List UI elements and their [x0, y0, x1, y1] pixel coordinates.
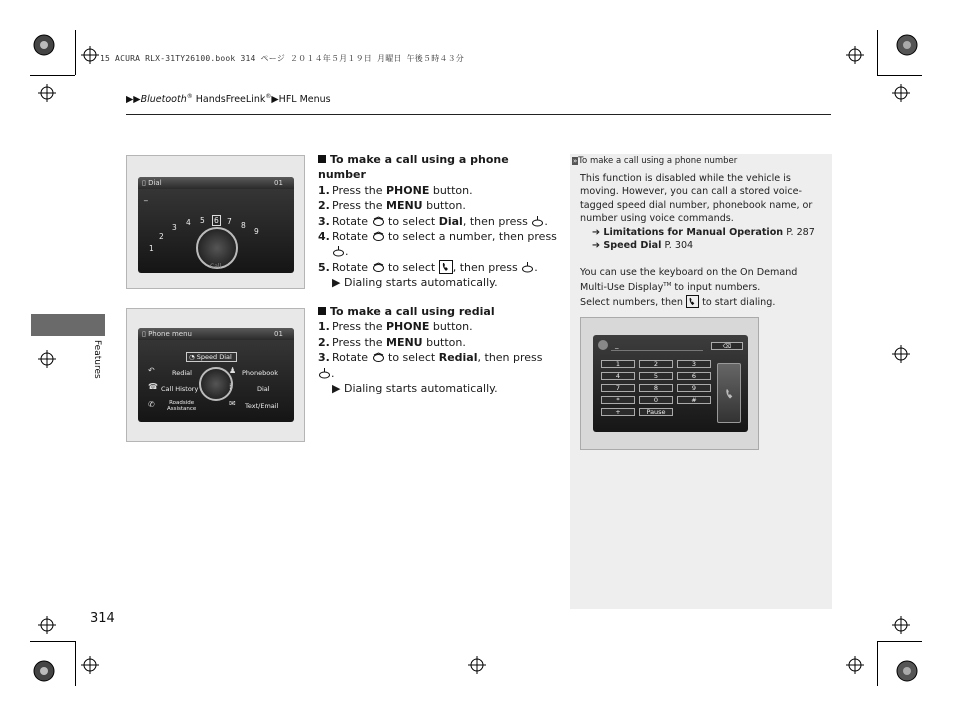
- registration-crosshair-icon: [38, 84, 56, 102]
- dial-keypad-icon: ⁞: [229, 382, 232, 391]
- dial-digit[interactable]: 7: [227, 217, 232, 226]
- reference-arrow-icon: ➔: [592, 240, 604, 252]
- step-result: ▶ Dialing starts automatically.: [332, 382, 498, 396]
- phone-icon: ▯: [142, 179, 149, 187]
- phone-menu-image: [126, 308, 305, 442]
- menu-speed-dial[interactable]: ◔ Speed Dial: [186, 352, 237, 362]
- keypad-key[interactable]: 0: [639, 396, 673, 404]
- backspace-button[interactable]: [711, 342, 743, 350]
- step: 1. Press the PHONE button.: [318, 320, 473, 334]
- registration-crosshair-icon: [81, 656, 99, 674]
- result-arrow-icon: ▶: [332, 276, 344, 290]
- interface-dial-rotate-icon: [372, 231, 385, 242]
- menu-call-history[interactable]: Call History: [161, 385, 199, 393]
- crop-mark: [30, 641, 75, 642]
- phone-menu-screen: [138, 328, 294, 422]
- interface-dial-rotate-icon: [372, 352, 385, 363]
- text-email-icon: ✉: [229, 399, 236, 408]
- step: 3. Rotate to select Redial, then press .: [318, 351, 543, 380]
- section-heading: To make a call using a phone number: [318, 153, 509, 182]
- interface-dial-press-icon: [531, 216, 544, 227]
- registered-mark: ®: [265, 93, 272, 100]
- registration-crosshair-icon: [38, 350, 56, 368]
- steps-phone-number: [318, 152, 558, 291]
- registration-sunburst-icon: [896, 660, 918, 682]
- breadcrumb-arrow: ▶: [271, 94, 279, 106]
- menu-dial[interactable]: Dial: [257, 385, 270, 393]
- section-heading: To make a call using redial: [318, 304, 558, 319]
- phone-handset-icon: [723, 387, 737, 401]
- chapter-label: Features: [92, 340, 102, 379]
- keypad-key[interactable]: 1: [601, 360, 635, 368]
- phone-icon: ▯: [142, 330, 149, 338]
- call-button-icon: [439, 260, 453, 274]
- step: 2. Press the MENU button.: [318, 199, 466, 213]
- call-label[interactable]: Call: [210, 263, 222, 270]
- phone-menu-status: 01: [274, 330, 283, 338]
- sidebar-paragraph: Select numbers, then to start dialing.: [580, 296, 776, 308]
- square-bullet-icon: [318, 307, 326, 315]
- registration-crosshair-icon: [892, 345, 910, 363]
- call-button[interactable]: [717, 363, 741, 423]
- keypad-key[interactable]: 9: [677, 384, 711, 392]
- steps-redial: [318, 304, 558, 396]
- registration-sunburst-icon: [33, 660, 55, 682]
- dial-digit[interactable]: 1: [149, 244, 154, 253]
- registration-sunburst-icon: [33, 34, 55, 56]
- keypad-screen-image: [580, 317, 759, 450]
- crop-mark: [877, 75, 922, 76]
- keypad-key[interactable]: 8: [639, 384, 673, 392]
- phone-icon: [598, 340, 608, 350]
- registered-mark: ®: [186, 93, 193, 100]
- print-header: 15 ACURA RLX-31TY26100.book 314 ページ ２０１４年５月１９日 月曜日 午後５時４３分: [100, 54, 465, 63]
- registration-crosshair-icon: [468, 656, 486, 674]
- number-entry-field: [611, 341, 703, 351]
- note-marker-icon: »: [573, 157, 578, 165]
- registration-crosshair-icon: [38, 616, 56, 634]
- keypad-key[interactable]: 4: [601, 372, 635, 380]
- keypad-key[interactable]: 5: [639, 372, 673, 380]
- step: 3. Rotate to select Dial, then press .: [318, 214, 548, 228]
- keypad-cursor: _: [615, 341, 619, 349]
- dial-digit[interactable]: 4: [186, 218, 191, 227]
- keypad-key[interactable]: *: [601, 396, 635, 404]
- interface-dial-press-icon: [318, 368, 331, 379]
- registration-crosshair-icon: [846, 46, 864, 64]
- sidebar-reference[interactable]: ➔ Limitations for Manual Operation P. 287: [592, 226, 815, 238]
- registration-crosshair-icon: [846, 656, 864, 674]
- menu-knob: [199, 367, 233, 401]
- interface-dial-rotate-icon: [372, 216, 385, 227]
- step: 1. Press the PHONE button.: [318, 183, 473, 197]
- keypad-key[interactable]: 2: [639, 360, 673, 368]
- dial-cursor: _: [144, 192, 148, 201]
- step: 2. Press the MENU button.: [318, 335, 466, 349]
- reference-arrow-icon: ➔: [592, 226, 604, 238]
- breadcrumb: [126, 93, 331, 105]
- dial-screen-image: [126, 155, 305, 289]
- breadcrumb-bluetooth[interactable]: Bluetooth: [140, 94, 187, 106]
- breadcrumb-handsfreelink[interactable]: HandsFreeLink: [192, 94, 266, 106]
- crop-mark: [75, 30, 76, 75]
- dial-digit[interactable]: 3: [172, 223, 177, 232]
- sidebar-body: [580, 172, 824, 309]
- crop-mark: [877, 30, 878, 75]
- registration-crosshair-icon: [892, 84, 910, 102]
- page-number: 314: [90, 611, 115, 626]
- breadcrumb-hfl-menus[interactable]: HFL Menus: [278, 94, 331, 106]
- speed-dial-icon: ◔: [189, 353, 197, 361]
- sidebar-reference[interactable]: ➔ Speed Dial P. 304: [592, 240, 694, 252]
- menu-text-email[interactable]: Text/Email: [245, 402, 279, 410]
- result-arrow-icon: ▶: [332, 382, 344, 396]
- keypad-key[interactable]: +: [601, 408, 635, 416]
- keypad-key[interactable]: 7: [601, 384, 635, 392]
- keypad-screen: [593, 335, 748, 432]
- step: 4. Rotate to select a number, then press: [318, 230, 557, 244]
- step-result: ▶ Dialing starts automatically.: [332, 276, 498, 290]
- header-rule: [126, 114, 831, 115]
- sidebar-title: »To make a call using a phone number: [573, 156, 738, 166]
- sidebar-paragraph: This function is disabled while the vehicle is moving. However, you can call a stored voice-tagged speed dial number, phonebook name, or number using voice commands.: [580, 173, 813, 225]
- sidebar-paragraph: You can use the keyboard on the On Demand Multi-Use Display™ to input numbers.: [580, 266, 798, 294]
- square-bullet-icon: [318, 155, 326, 163]
- dial-digit[interactable]: 8: [241, 221, 246, 230]
- dial-title: ▯ Dial: [142, 179, 162, 187]
- interface-dial-press-icon: [521, 262, 534, 273]
- breadcrumb-arrows: ▶▶: [126, 94, 141, 106]
- call-button-icon: [686, 295, 699, 308]
- crop-mark: [877, 641, 922, 642]
- phonebook-icon: ♟: [229, 366, 237, 375]
- crop-mark: [877, 641, 878, 686]
- phone-menu-title: ▯ Phone menu: [142, 330, 192, 338]
- crop-mark: [30, 75, 75, 76]
- step: 5. Rotate to select , then press .: [318, 260, 538, 274]
- keypad-key[interactable]: #: [677, 396, 711, 404]
- keypad-key[interactable]: 3: [677, 360, 711, 368]
- dial-digit-selected[interactable]: 6: [214, 216, 219, 225]
- step-continuation: .: [318, 244, 558, 259]
- dial-screen: [138, 177, 294, 273]
- interface-dial-press-icon: [332, 246, 345, 257]
- roadside-icon: ✆: [148, 400, 155, 409]
- menu-roadside-assistance[interactable]: Roadside Assistance: [167, 400, 197, 412]
- menu-phonebook[interactable]: Phonebook: [242, 369, 278, 377]
- keypad-pause-key[interactable]: Pause: [639, 408, 673, 416]
- keypad-key[interactable]: 6: [677, 372, 711, 380]
- redial-icon: ↶: [148, 366, 155, 375]
- registration-crosshair-icon: [81, 46, 99, 64]
- menu-redial[interactable]: Redial: [172, 369, 192, 377]
- dial-digit[interactable]: 2: [159, 232, 164, 241]
- chapter-tab: [31, 314, 105, 336]
- backspace-icon: ⌫: [722, 343, 732, 350]
- interface-dial-rotate-icon: [372, 262, 385, 273]
- registration-sunburst-icon: [896, 34, 918, 56]
- dial-digit[interactable]: 9: [254, 227, 259, 236]
- dial-status: 01: [274, 179, 283, 187]
- dial-digit[interactable]: 5: [200, 216, 205, 225]
- registration-crosshair-icon: [892, 616, 910, 634]
- call-history-icon: ☎: [148, 382, 158, 391]
- crop-mark: [75, 641, 76, 686]
